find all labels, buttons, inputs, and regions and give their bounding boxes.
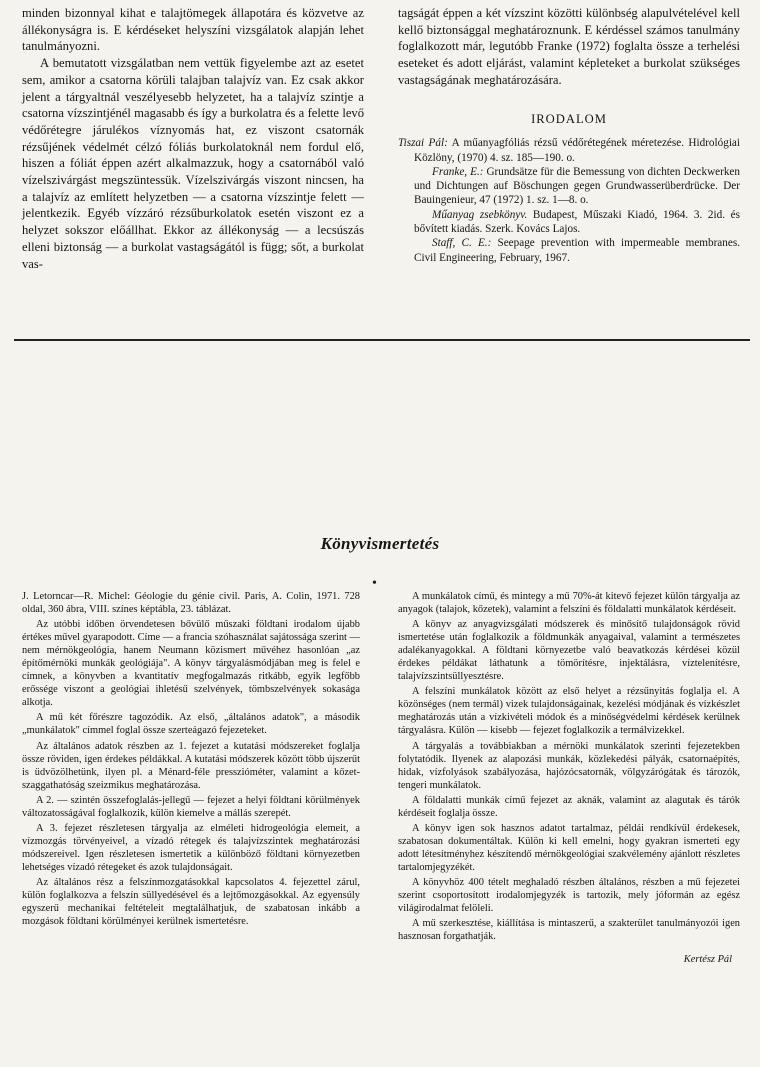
paragraph: A 2. — szintén összefoglalás-jellegű — fejezet a helyi földtani körülmények változatosságával foglalkozik, külön kiemelve a mállás szerepét.	[22, 794, 360, 819]
reference-item	[398, 165, 740, 208]
reference-list	[398, 136, 740, 265]
section-divider	[14, 339, 750, 341]
book-citation: J. Letorncar—R. Michel: Géologie du génie civil. Paris, A. Colin, 1971. 728 oldal, 360 ábra, VIII. színes képtábla, 23. táblázat.	[22, 591, 360, 616]
review-left-column	[22, 590, 360, 930]
paragraph: Az általános rész a felszínmozgatásokkal kapcsolatos 4. fejezettel zárul, külön foglalkozva a felszín süllyedésével és a lejtőmozgásokkal. Az egyensúly egyszerű mechanikai feltételeit megtalálhatjuk, de szabatosan inkább a mozgások földtani körülményei kerülnek ismertetésre.	[22, 876, 360, 928]
paragraph: A könyv az anyagvizsgálati módszerek és minősítő tulajdonságok rövid ismertetése után foglalkozik a földmunkák anyagaival, valamint a természetes adalékanyagokkal. A földtani környezetbe való beavatkozás kérdései közül érdekes példákat láthatunk a tömörítésre, injektálásra, víztelenítésre, talajvízszintsüllyesztésre.	[398, 619, 740, 683]
review-right-column	[398, 590, 740, 966]
paragraph: A mű szerkesztése, kiállítása is mintaszerű, a szakterület tanulmányozói igen hasznosan forgathatják.	[398, 918, 740, 943]
reference-item	[398, 136, 740, 165]
reference-item	[398, 208, 740, 237]
paragraph: A bemutatott vizsgálatban nem vettük figyelembe azt az esetet sem, amikor a csatorna körüli talajban talajvíz van. Ez csak akkor jelent a tárgyaltnál veszélyesebb helyzetet, ha a talajvíz szintje a csatorna vízszintjénél magasabb és így a burkolatra és a felette levő védőrétegre járulékos víznyomás hat, ez viszont csatornák rézsűjének védelmét célzó fóliás burkolatoknál nem fordul elő, hiszen a fóliát éppen azért alkalmazzuk, hogy a csatornából való vízelszivárgást megszüntessük. Vízelszivárgás viszont nincsen, ha a talajvíz az említett helyzetben — a csatorna vízszintje felett — jelentkezik. Egyéb vízzáró rézsűburkolatok esetén viszont ez a helyzet sokszor előállhat. Ekkor az állékonyság — a lecsúszás elleni biztonság — a burkolat vastagságától is függ; sőt, a burkolat vas-	[22, 56, 364, 271]
reference-author: Műanyag zsebkönyv.	[432, 208, 528, 221]
paragraph: minden bizonnyal kihat e talajtömegek állapotára és közvetve az állékonyságra is. E kérdéseket helyszíni vizsgálatok alapján lehet tanulmányozni.	[22, 6, 364, 54]
reference-text: Seepage prevention with impermeable membranes. Civil Engineering, February, 1967.	[414, 237, 740, 264]
reference-author: Staff, C. E.:	[432, 237, 492, 250]
reference-author: Franke, E.:	[432, 165, 484, 178]
ornament-dot: •	[372, 576, 377, 591]
paragraph: A könyv igen sok hasznos adatot tartalmaz, példái rendkívül érdekesek, szabatosan dokumentáltak. Külön ki kell emelni, hogy gyakran ismerteti egy adott létesítményhez készítendő mérnökgeológiai szakvélemény ajánlott részletes tartalomjegyzékét.	[398, 822, 740, 873]
reference-author: Tiszai Pál:	[398, 137, 448, 150]
reference-text: Budapest, Műszaki Kiadó, 1964. 3. 2id. és bővített kiadás. Szerk. Kovács Lajos.	[414, 208, 740, 235]
paragraph: A felszíni munkálatok között az első helyet a rézsűnyitás foglalja el. A közönséges (nem termál) vizek tulajdonságainak, kezelési módjának és vízkészlet meghatározás után a vízkivételi módok és a minőségvédelmi kérdések kerülnek tárgyalásra. Külön — kisebb — fejezet foglalkozik a termálvizekkel.	[398, 686, 740, 737]
article-left-column	[22, 5, 364, 272]
paragraph: Az általános adatok részben az 1. fejezet a kutatási módszereket foglalja össze röviden, igen érdekes példákkal. A kutatási módszerek között több újszerűt is üdvözölhetünk, ilyen pl. a Ménard-féle presszióméter, valamint a kőzet-szaggathatóság szeizmikus meghatározása.	[22, 740, 360, 791]
paragraph: A földalatti munkák című fejezet az aknák, valamint az alagutak és tárók kérdéseit foglalja össze.	[398, 794, 740, 819]
section-title: Könyvismertetés	[320, 534, 440, 553]
paragraph: Az utóbbi időben örvendetesen bővülő műszaki földtani irodalom újabb értékes művel gyarapodott. Címe — a francia szóhasználat sajátossága szerint — nem mérnökgeológia, hanem Neumann közismert művéhez hasonlóan „az építőmérnöki munkák geológiája". A könyv tárgyalásmódjában meg is felel e címnek, a könyvben a kvantitatív megfogalmazás ritkább, egyik legfőbb erőssége viszont a geológiai ihletésű szelvények, tömbszelvények sokasága alkotja.	[22, 619, 360, 709]
paragraph: A tárgyalás a továbbiakban a mérnöki munkálatok szerinti fejezetekben folytatódik. Ilyenek az alapozási munkák, közlekedési pályák, csatornaépítés, hidak, vízfolyások szabályozása, hajózócsatornák, völgyzárógátak és tározók, tengeri munkálatok.	[398, 740, 740, 791]
reference-item	[398, 236, 740, 265]
paragraph: A 3. fejezet részletesen tárgyalja az elméleti hidrogeológia elemeit, a vízmozgás törvényeivel, a vízadó rétegek és talajvízszintek meghatározási módszereivel. Igen részletesen ismertetik a különböző földtani környezetben lehetséges vízadó rétegeket és azok tulajdonságait.	[22, 822, 360, 873]
paragraph: A mű két főrészre tagozódik. Az első, „általános adatok", a második „munkálatok" címmel foglal össze szerteágazó fejezeteket.	[22, 712, 360, 737]
paragraph: A munkálatok című, és mintegy a mű 70%-át kitevő fejezet külön tárgyalja az anyagok (talajok, kőzetek), valamint a felszíni és földalatti munkálatok kérdéseit.	[398, 591, 740, 616]
reviewer-signature: Kertész Pál	[683, 954, 732, 966]
article-right-column	[398, 5, 740, 265]
reference-text: A műanyagfóliás rézsű védőrétegének méretezése. Hidrológiai Közlöny, (1970) 4. sz. 185—190. o.	[414, 137, 741, 164]
reference-text: Grundsätze für die Bemessung von dichten Deckwerken und Dichtungen auf Böschungen gegen Grundwasserüberdrücke. Der Bauingenieur, 47 (1972) 1. sz. 1—8. o.	[414, 165, 740, 207]
paragraph: tagságát éppen a két vízszint közötti különbség alapulvételével kell kellő biztonsággal meghatároznunk. E kérdéssel számos tanulmány foglalkozott már, legutóbb Franke (1972) foglalta össze a terhelési eseteket és adott eljárást, valamint képleteket a burkolat szükséges vastagságának meghatározására.	[398, 6, 740, 87]
references-heading: IRODALOM	[531, 111, 607, 126]
paragraph: A könyvhöz 400 tételt meghaladó részben általános, részben a mű fejezetei szerint csoportosított irodalomjegyzék is tartozik, mely jóformán az egész világirodalmat felöleli.	[398, 876, 740, 915]
